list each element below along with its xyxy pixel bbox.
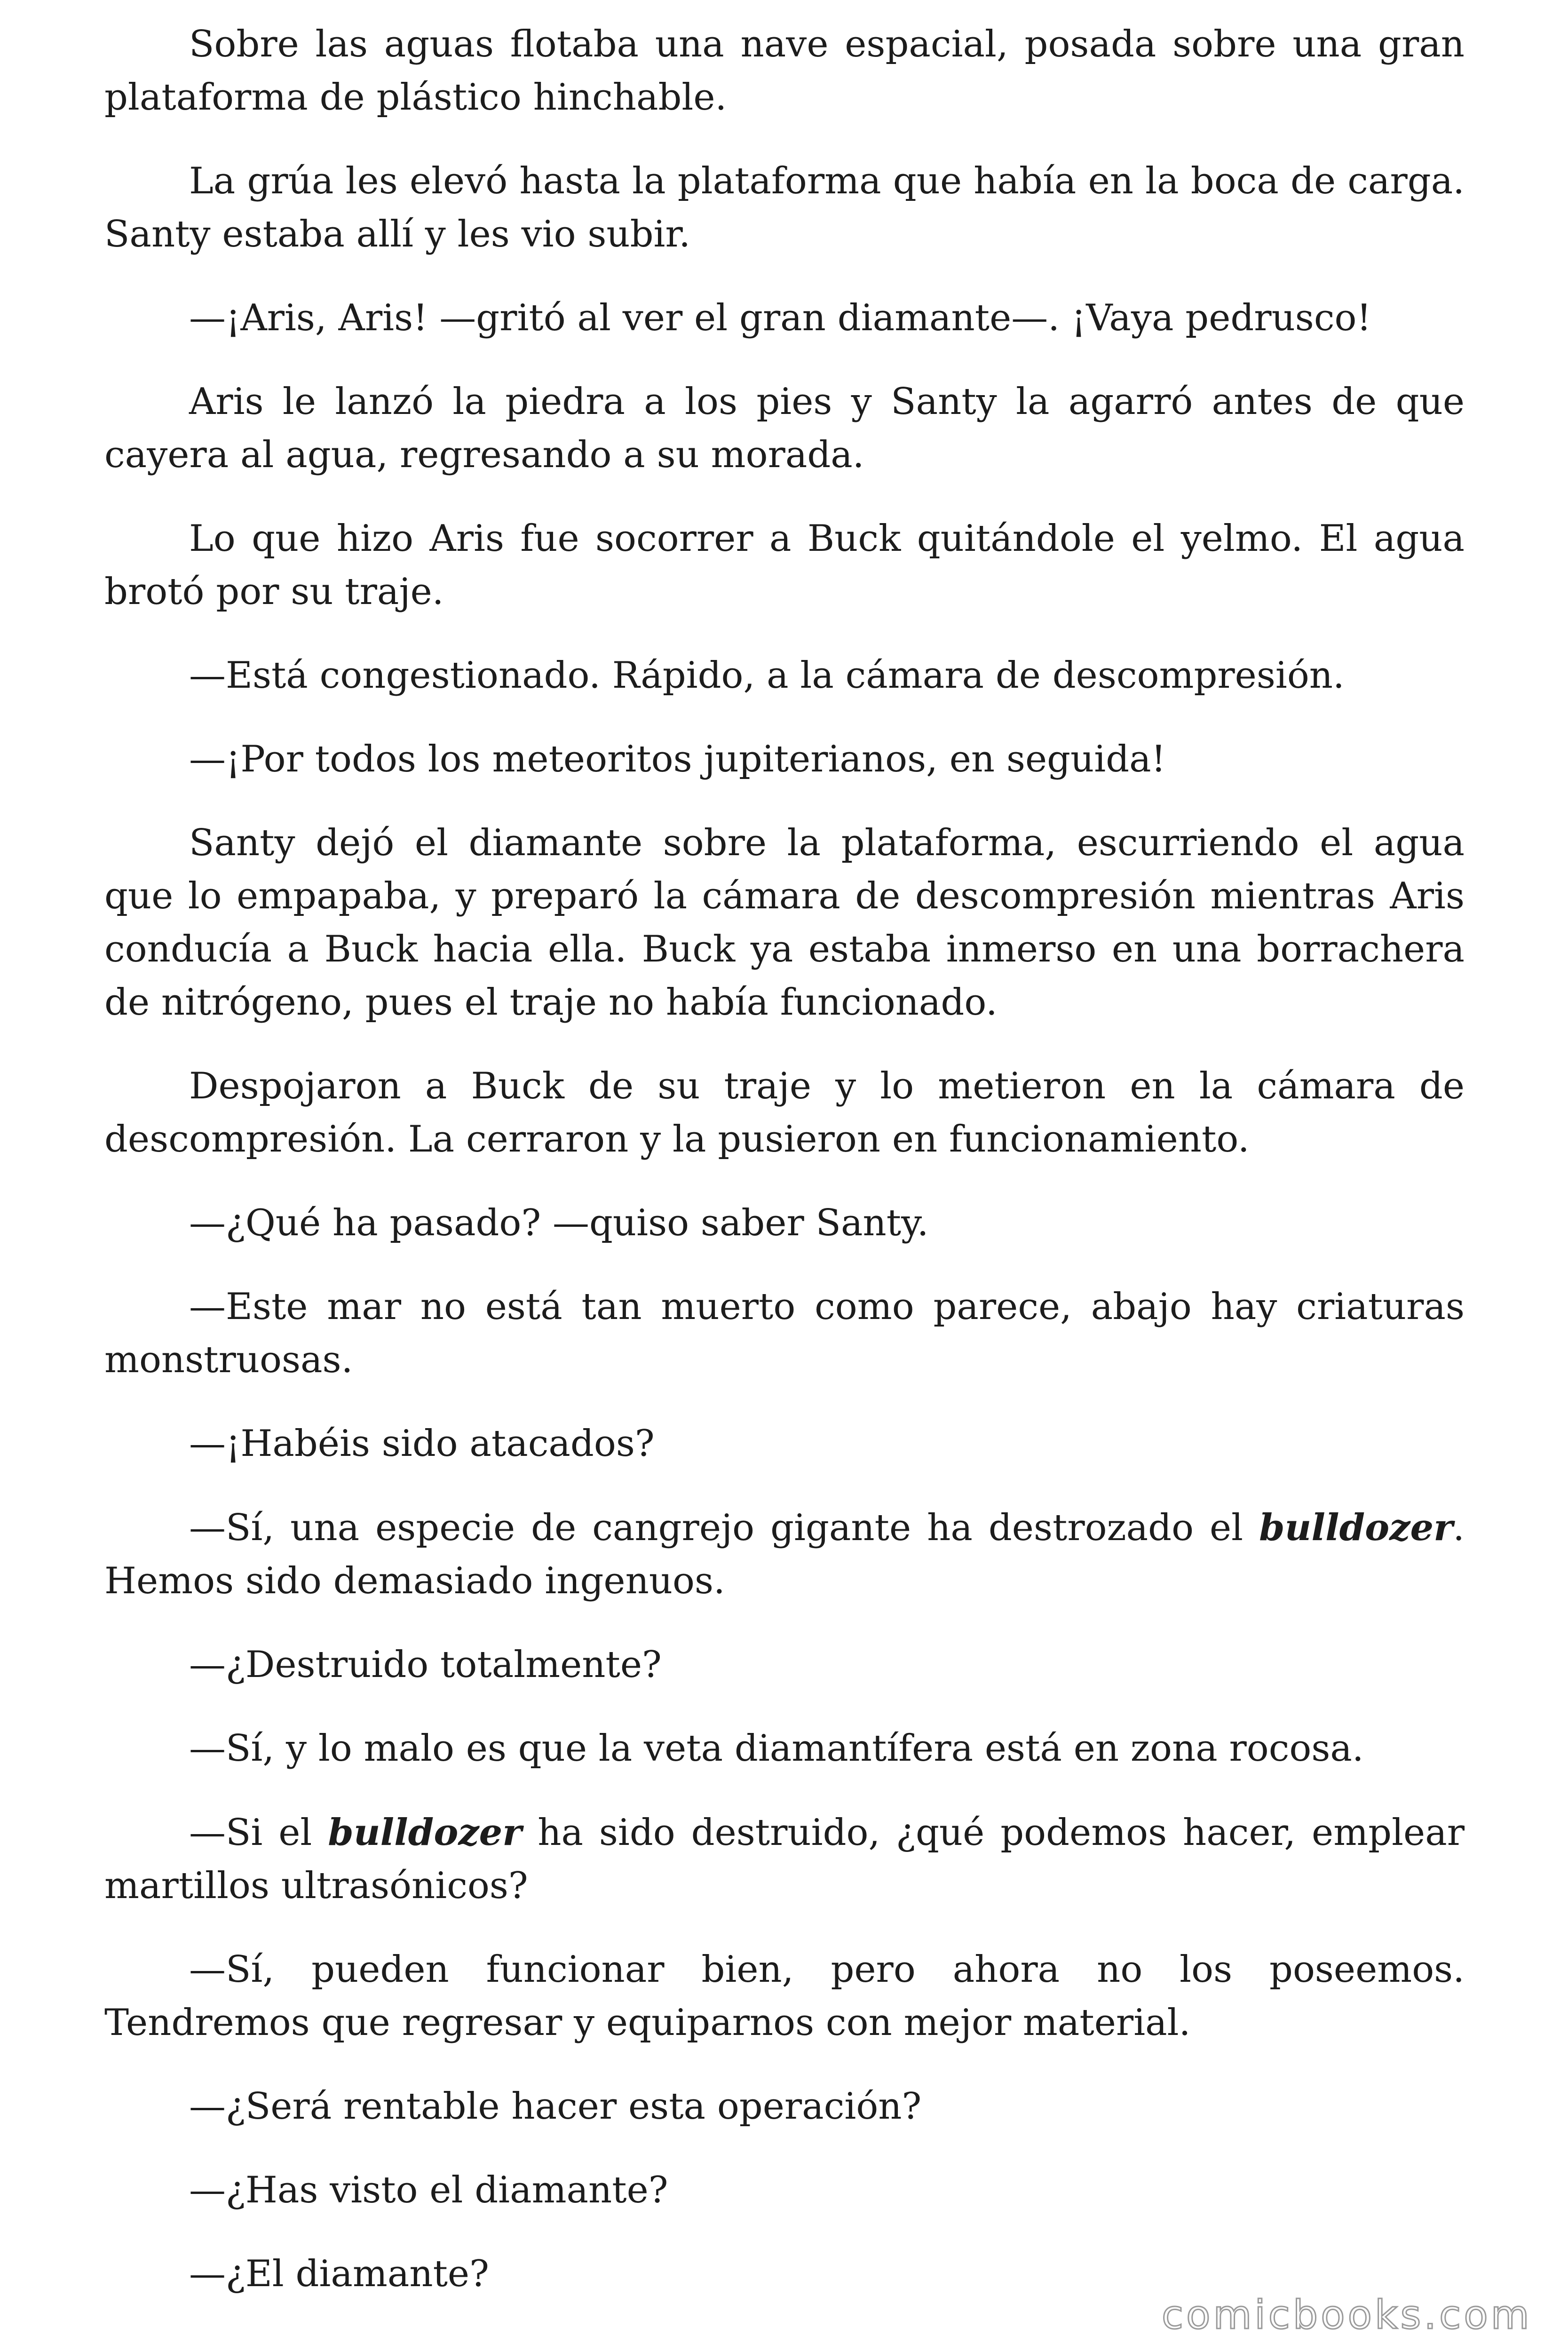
emphasis-bulldozer: bulldozer — [1259, 1506, 1453, 1549]
paragraph-4: Aris le lanzó la piedra a los pies y Santy la agarró antes de que cayera al agua, regresando a su morada. — [104, 381, 1465, 476]
paragraph-13-start: —Sí, una especie de cangrejo gigante ha destrozado el — [189, 1507, 1259, 1549]
paragraph-6: —Está congestionado. Rápido, a la cámara de descompresión. — [189, 654, 1345, 697]
body-text — [104, 18, 1465, 2331]
paragraph-16 — [104, 1806, 1465, 1913]
paragraph-16-end: ha sido destruido, ¿qué podemos hacer, emplear martillos ultrasónicos? — [104, 1812, 1465, 1907]
paragraph-17: —Sí, pueden funcionar bien, pero ahora no los poseemos. Tendremos que regresar y equiparnos con mejor material. — [104, 1948, 1465, 2044]
paragraph-14: —¿Destruido totalmente? — [189, 1644, 662, 1686]
paragraph-15: —Sí, y lo malo es que la veta diamantífera está en zona rocosa. — [189, 1727, 1364, 1770]
paragraph-5: Lo que hizo Aris fue socorrer a Buck quitándole el yelmo. El agua brotó por su traje. — [104, 517, 1465, 613]
watermark: comicbooks.com — [1162, 2292, 1532, 2338]
paragraph-7: —¡Por todos los meteoritos jupiterianos, en seguida! — [189, 738, 1166, 780]
paragraph-20: —¿El diamante? — [189, 2253, 489, 2295]
paragraph-13 — [104, 1501, 1465, 1608]
paragraph-3: —¡Aris, Aris! —gritó al ver el gran diamante—. ¡Vaya pedrusco! — [189, 297, 1371, 339]
paragraph-1: Sobre las aguas flotaba una nave espacial, posada sobre una gran plataforma de plástico hinchable. — [104, 23, 1465, 119]
paragraph-9: Despojaron a Buck de su traje y lo metieron en la cámara de descompresión. La cerraron y la pusieron en funcionamiento. — [104, 1065, 1465, 1160]
paragraph-10: —¿Qué ha pasado? —quiso saber Santy. — [189, 1202, 929, 1244]
paragraph-8: Santy dejó el diamante sobre la plataforma, escurriendo el agua que lo empapaba, y preparó la cámara de descompresión mientras Aris conducía a Buck hacia ella. Buck ya estaba inmerso en una borrachera de nitrógeno, pues el traje no había funcionado. — [104, 822, 1465, 1024]
emphasis-bulldozer: bulldozer — [328, 1811, 522, 1854]
paragraph-18: —¿Será rentable hacer esta operación? — [189, 2085, 922, 2128]
paragraph-13-end: . Hemos sido demasiado ingenuos. — [104, 1507, 1465, 1602]
paragraph-16-start: —Si el — [189, 1812, 328, 1854]
paragraph-11: —Este mar no está tan muerto como parece, abajo hay criaturas monstruosas. — [104, 1286, 1465, 1381]
paragraph-2: La grúa les elevó hasta la plataforma que había en la boca de carga. Santy estaba allí y les vio subir. — [104, 160, 1465, 255]
paragraph-12: —¡Habéis sido atacados? — [189, 1422, 655, 1465]
paragraph-19: —¿Has visto el diamante? — [189, 2169, 668, 2211]
